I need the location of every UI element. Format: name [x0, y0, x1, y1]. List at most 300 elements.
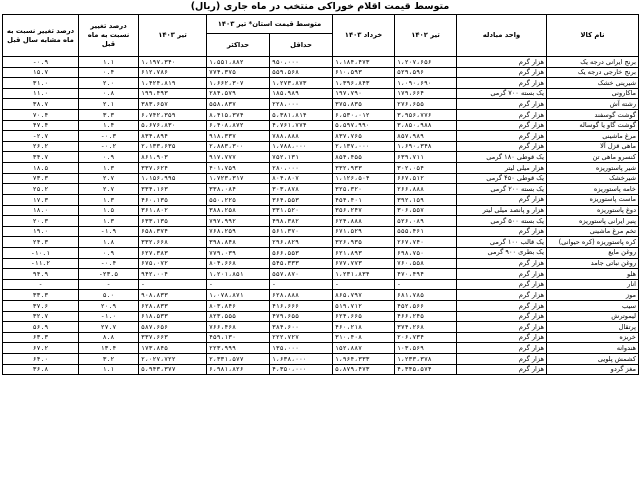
table-row — [3, 343, 639, 354]
cell-tir1403: ۶،۷۴۲،۳۵۹ — [139, 110, 207, 121]
cell-unit: هزار و پانصد میلی لیتر — [457, 205, 547, 216]
header-max: حداکثر — [207, 34, 270, 57]
cell-change-prev: ۱.۵ — [79, 205, 139, 216]
cell-name: خربزه — [547, 332, 639, 343]
cell-max: ۵۵۸،۸۳۷ — [207, 99, 270, 110]
cell-min: - — [270, 279, 333, 290]
cell-tir1403: ۸۳۴،۸۹۴ — [139, 131, 207, 142]
cell-tir1403: ۱۷۳،۸۴۵ — [139, 343, 207, 354]
cell-change-prev: ۲۰.۹ — [79, 301, 139, 312]
cell-unit: یک قوطی ۱۸۰ گرمی — [457, 152, 547, 163]
cell-max: ۸۰۳،۸۴۶ — [207, 301, 270, 312]
cell-name: لیموترش — [547, 311, 639, 322]
cell-change-prev: ۸.۸ — [79, 332, 139, 343]
cell-name: برنج خارجی درجه یک — [547, 67, 639, 78]
cell-change-year: ۶۳.۳ — [3, 332, 79, 343]
table-row — [3, 57, 639, 68]
cell-khordad1403: ۱۵۲،۸۸۷ — [333, 343, 395, 354]
cell-tir1402: ۵۵۵،۴۶۱ — [395, 226, 457, 237]
cell-change-prev: ۲۷.۷ — [79, 322, 139, 333]
cell-khordad1403: ۸۶۵،۷۹۷ — [333, 290, 395, 301]
cell-max: ۵۵۰،۲۲۵ — [207, 194, 270, 205]
cell-change-year: ۳۲.۷ — [3, 311, 79, 322]
cell-change-year: ۳۳.۳ — [3, 290, 79, 301]
cell-max: ۴۰۱،۷۵۹ — [207, 163, 270, 174]
cell-unit: هزار گرم — [457, 67, 547, 78]
cell-khordad1403: ۳۲۶،۹۳۵ — [333, 237, 395, 248]
cell-tir1402: ۴۷۰،۴۹۴ — [395, 269, 457, 280]
cell-min: ۹۵۰،۰۰۰ — [270, 57, 333, 68]
cell-min: ۴،۳۵۰،۰۰۰ — [270, 364, 333, 375]
cell-khordad1403: ۱،۹۶۴،۳۳۳ — [333, 354, 395, 365]
cell-change-year: ۵۶.۹ — [3, 322, 79, 333]
cell-tir1403: ۸۶۱،۹۰۳ — [139, 152, 207, 163]
cell-max: ۷۶۸،۲۵۹ — [207, 226, 270, 237]
cell-tir1402: ۱،۲۳۳،۳۷۸ — [395, 354, 457, 365]
cell-min: ۱،۷۸۸،۰۰۰ — [270, 141, 333, 152]
cell-tir1403: ۶۷۵،۰۷۲ — [139, 258, 207, 269]
header-min: حداقل — [270, 34, 333, 57]
cell-change-prev: ۱.۱ — [79, 364, 139, 375]
cell-max: ۲۲۳،۹۹۹ — [207, 343, 270, 354]
cell-change-year: ۶۷.۲ — [3, 343, 79, 354]
cell-max: ۸،۴۱۵،۳۷۴ — [207, 110, 270, 121]
cell-tir1402: ۱،۰۹۰،۶۹۰ — [395, 78, 457, 89]
cell-name: مغز گردو — [547, 364, 639, 375]
cell-khordad1403: ۵،۸۷۹،۴۷۳ — [333, 364, 395, 375]
cell-change-year: ۹۴.۹ — [3, 269, 79, 280]
cell-tir1403: ۱،۴۲۴،۸۱۹ — [139, 78, 207, 89]
cell-change-year: ۷۳.۳ — [3, 173, 79, 184]
cell-unit: هزار گرم — [457, 332, 547, 343]
cell-tir1402: ۲۷۶،۶۵۵ — [395, 99, 457, 110]
cell-name: کره پاستوریزه (کره حیوانی) — [547, 237, 639, 248]
cell-khordad1403: ۶۲۱،۸۹۳ — [333, 247, 395, 258]
cell-tir1402: ۳۰۲،۰۵۴ — [395, 163, 457, 174]
cell-change-prev: ۱۳.۴ — [79, 343, 139, 354]
cell-change-year: ۲۴.۳ — [3, 237, 79, 248]
cell-tir1402: ۱،۲۰۷،۶۵۶ — [395, 57, 457, 68]
cell-change-prev: ۱.۳ — [79, 194, 139, 205]
cell-max: ۳۸۸،۲۵۸ — [207, 205, 270, 216]
cell-unit: هزار گرم — [457, 311, 547, 322]
table-row — [3, 269, 639, 280]
cell-tir1402: ۸۵۷،۹۸۹ — [395, 131, 457, 142]
cell-unit: یک بسته ۲۰۰ گرمی — [457, 184, 547, 195]
cell-tir1403: ۶۲۷،۳۸۳ — [139, 247, 207, 258]
cell-change-year: ۷۰.۴ — [3, 110, 79, 121]
header-khordad1403: خرداد ۱۴۰۳ — [333, 15, 395, 57]
cell-min: ۴۷۹،۶۵۵ — [270, 311, 333, 322]
cell-min: ۱۳۵،۰۰۰ — [270, 343, 333, 354]
cell-max: ۹۱۷،۷۷۷ — [207, 152, 270, 163]
cell-unit: هزار گرم — [457, 279, 547, 290]
cell-name: گوشت گاو یا گوساله — [547, 120, 639, 131]
cell-name: برنج ایرانی درجه یک — [547, 57, 639, 68]
cell-change-year: ۱۹.۰ — [3, 226, 79, 237]
cell-change-prev: ۱.۳ — [79, 163, 139, 174]
table-row — [3, 88, 639, 99]
cell-max: ۲۸۴،۵۷۹ — [207, 88, 270, 99]
cell-change-year: ۳۶.۸ — [3, 364, 79, 375]
cell-name: مرغ ماشینی — [547, 131, 639, 142]
cell-change-prev: ۵.۰ — [79, 290, 139, 301]
cell-change-year: ۲۶.۲ — [3, 141, 79, 152]
cell-khordad1403: ۳۳۲،۹۳۳ — [333, 163, 395, 174]
cell-name: هندوانه — [547, 343, 639, 354]
cell-change-year: ۳۴.۷ — [3, 152, 79, 163]
cell-name: ماکارونی — [547, 88, 639, 99]
cell-change-year: ۱۱.۰ — [3, 88, 79, 99]
price-table — [2, 14, 639, 375]
cell-khordad1403: ۱۹۷،۷۹۰ — [333, 88, 395, 99]
cell-khordad1403: ۳۱۰،۴۰۸ — [333, 332, 395, 343]
cell-tir1403: ۲،۰۲۷،۷۲۲ — [139, 354, 207, 365]
table-row — [3, 131, 639, 142]
cell-unit: هزار گرم — [457, 194, 547, 205]
cell-change-year: ۶۴.۰ — [3, 354, 79, 365]
table-row — [3, 78, 639, 89]
cell-unit: هزار گرم — [457, 322, 547, 333]
cell-tir1403: ۳۳۷،۶۲۴ — [139, 163, 207, 174]
cell-change-prev: -۰.۴ — [79, 258, 139, 269]
cell-khordad1403: ۴۶۰،۲۱۸ — [333, 322, 395, 333]
cell-unit: هزار گرم — [457, 99, 547, 110]
cell-change-prev: - — [79, 279, 139, 290]
table-row — [3, 258, 639, 269]
cell-unit: هزار گرم — [457, 120, 547, 131]
cell-tir1402: ۳،۸۵۰،۹۸۸ — [395, 120, 457, 131]
cell-name: ماست پاستوریزه — [547, 194, 639, 205]
cell-khordad1403: ۶۷۱،۵۲۹ — [333, 226, 395, 237]
cell-change-year: ۱۸.۵ — [3, 163, 79, 174]
cell-change-prev: -۱.۰ — [79, 311, 139, 322]
cell-min: ۲۲۸،۰۰۰ — [270, 99, 333, 110]
cell-min: ۴۹۸،۳۸۲ — [270, 216, 333, 227]
cell-min: ۲۲۲،۷۲۷ — [270, 332, 333, 343]
cell-khordad1403: ۳۵۶،۲۴۷ — [333, 205, 395, 216]
cell-max: ۷۷۴،۳۷۵ — [207, 67, 270, 78]
cell-khordad1403: ۱،۱۲۶،۵۰۴ — [333, 173, 395, 184]
cell-tir1402: ۲۰۶،۷۳۴ — [395, 332, 457, 343]
table-row — [3, 279, 639, 290]
cell-tir1402: - — [395, 279, 457, 290]
cell-tir1402: ۱۰۳،۵۶۹ — [395, 343, 457, 354]
cell-tir1403: ۱،۱۹۷،۳۴۰ — [139, 57, 207, 68]
cell-min: ۵۶۱،۳۷۰ — [270, 226, 333, 237]
cell-name: تخم مرغ ماشینی — [547, 226, 639, 237]
table-row — [3, 67, 639, 78]
cell-tir1403: ۴۶۰،۱۳۵ — [139, 194, 207, 205]
table-row — [3, 173, 639, 184]
cell-change-prev: -۰.۲ — [79, 141, 139, 152]
cell-tir1403: ۶۲۸،۸۳۳ — [139, 301, 207, 312]
cell-change-year: -۰.۹ — [3, 57, 79, 68]
cell-min: ۵۵۷،۸۷۰ — [270, 269, 333, 280]
cell-min: ۷۵۲،۱۳۱ — [270, 152, 333, 163]
cell-tir1402: ۴۵۲،۵۶۶ — [395, 301, 457, 312]
cell-change-year: ۲۵.۲ — [3, 184, 79, 195]
cell-tir1403: ۶۵۸،۳۷۴ — [139, 226, 207, 237]
cell-khordad1403: ۵،۵۹۷،۹۹۰ — [333, 120, 395, 131]
cell-tir1402: ۱۷۹،۶۶۴ — [395, 88, 457, 99]
cell-name: ماهی قزل آلا — [547, 141, 639, 152]
cell-unit: هزار گرم — [457, 354, 547, 365]
cell-unit: هزار گرم — [457, 78, 547, 89]
cell-tir1403: ۵،۶۷۶،۸۳۰ — [139, 120, 207, 131]
cell-tir1402: ۶۳۹،۷۱۱ — [395, 152, 457, 163]
cell-tir1402: ۷۶۰،۵۵۸ — [395, 258, 457, 269]
page-title: متوسط قیمت اقلام خوراکی منتخب در ماه جاری (ریال) — [190, 1, 450, 12]
table-row — [3, 205, 639, 216]
cell-name: کشمش پلویی — [547, 354, 639, 365]
table-row — [3, 141, 639, 152]
cell-min: ۱،۲۷۳،۸۷۳ — [270, 78, 333, 89]
cell-change-year: ۲۰.۳ — [3, 216, 79, 227]
table-row — [3, 332, 639, 343]
cell-name: پرتقال — [547, 322, 639, 333]
header-name: نام کالا — [547, 15, 639, 57]
cell-name: هلو — [547, 269, 639, 280]
cell-unit: هزار گرم — [457, 141, 547, 152]
cell-name: گوشت گوسفند — [547, 110, 639, 121]
table-row — [3, 110, 639, 121]
cell-tir1403: ۵۸۷،۶۵۶ — [139, 322, 207, 333]
cell-change-prev: -۰.۳ — [79, 131, 139, 142]
cell-change-year: ۳۷.۶ — [3, 301, 79, 312]
cell-tir1403: ۶۱۲،۷۸۶ — [139, 67, 207, 78]
cell-khordad1403: ۶۲۴،۸۸۸ — [333, 216, 395, 227]
cell-min: ۵۴۵،۳۳۳ — [270, 258, 333, 269]
cell-change-prev: ۱.۸ — [79, 237, 139, 248]
cell-name: روغن نباتی جامد — [547, 258, 639, 269]
cell-name: شیرینی خشک — [547, 78, 639, 89]
table-row — [3, 99, 639, 110]
cell-max: ۱،۵۵۱،۸۸۲ — [207, 57, 270, 68]
cell-name: خامه پاستوریزه — [547, 184, 639, 195]
cell-change-prev: -۲۳.۵ — [79, 269, 139, 280]
cell-max: ۲،۸۸۳،۳۰۰ — [207, 141, 270, 152]
cell-max: ۶،۹۸۱،۸۲۶ — [207, 364, 270, 375]
cell-name: انار — [547, 279, 639, 290]
cell-khordad1403: - — [333, 279, 395, 290]
table-row — [3, 216, 639, 227]
cell-khordad1403: ۱،۲۳۱،۸۳۴ — [333, 269, 395, 280]
cell-unit: هزار گرم — [457, 131, 547, 142]
cell-name: دوغ پاستوریزه — [547, 205, 639, 216]
cell-min: ۲۸۰،۰۰۰ — [270, 163, 333, 174]
cell-change-prev: ۳.۲ — [79, 354, 139, 365]
cell-max: - — [207, 279, 270, 290]
cell-change-year: ۳۸.۷ — [3, 99, 79, 110]
cell-unit: هزار گرم — [457, 301, 547, 312]
cell-tir1402: ۳۰۶،۵۵۷ — [395, 205, 457, 216]
cell-change-prev: ۲.۷ — [79, 173, 139, 184]
cell-min: ۳۶۴،۵۵۳ — [270, 194, 333, 205]
cell-max: ۳۹۸،۸۴۸ — [207, 237, 270, 248]
cell-tir1402: ۶۶۷،۵۱۲ — [395, 173, 457, 184]
table-row — [3, 354, 639, 365]
cell-min: ۳۰۳،۸۷۸ — [270, 184, 333, 195]
cell-change-year: -۲.۷ — [3, 131, 79, 142]
header-unit: واحد مبادله — [457, 15, 547, 57]
cell-name: رشته آش — [547, 99, 639, 110]
cell-change-year: ۳۱.۰ — [3, 78, 79, 89]
cell-tir1403: ۱،۱۵۶،۹۹۵ — [139, 173, 207, 184]
cell-min: ۳۳۱،۵۲۰ — [270, 205, 333, 216]
cell-min: ۱،۶۳۸،۰۰۰ — [270, 354, 333, 365]
table-row — [3, 184, 639, 195]
cell-min: ۳۸۴،۶۰۰ — [270, 322, 333, 333]
cell-khordad1403: ۴۵۴،۴۰۱ — [333, 194, 395, 205]
header-province-group: متوسط قیمت استان* تیر ۱۴۰۳ — [207, 15, 333, 34]
cell-khordad1403: ۳۷۵،۸۳۵ — [333, 99, 395, 110]
cell-tir1403: ۲،۱۳۳،۶۳۵ — [139, 141, 207, 152]
cell-tir1403: ۳۳۴،۱۶۳ — [139, 184, 207, 195]
header-tir1403: تیر ۱۴۰۳ — [139, 15, 207, 57]
cell-khordad1403: ۱،۳۹۶،۸۴۳ — [333, 78, 395, 89]
cell-max: ۹۱۸،۳۳۷ — [207, 131, 270, 142]
cell-khordad1403: ۶۱۰،۵۹۳ — [333, 67, 395, 78]
cell-change-prev: ۳.۳ — [79, 110, 139, 121]
header-change-prev: درصد تغییر نسبت به ماه قبل — [79, 15, 139, 57]
cell-change-year: -۱۱.۲ — [3, 258, 79, 269]
cell-max: ۳۳۸،۰۸۴ — [207, 184, 270, 195]
cell-tir1402: ۵۲۹،۵۹۶ — [395, 67, 457, 78]
cell-name: روغن مایع — [547, 247, 639, 258]
cell-tir1402: ۵۲۶،۰۸۹ — [395, 216, 457, 227]
cell-unit: هزار گرم — [457, 343, 547, 354]
cell-tir1402: ۳،۹۵۶،۷۷۶ — [395, 110, 457, 121]
cell-min: ۱۸۵،۹۸۹ — [270, 88, 333, 99]
cell-max: ۱،۶۶۲،۳۰۷ — [207, 78, 270, 89]
table-row — [3, 152, 639, 163]
table-row — [3, 322, 639, 333]
cell-max: ۱،۲۰۱،۸۵۱ — [207, 269, 270, 280]
table-row — [3, 226, 639, 237]
cell-min: ۴،۷۶۱،۷۷۴ — [270, 120, 333, 131]
cell-unit: هزار گرم — [457, 57, 547, 68]
cell-name: شیر پاستوریزه — [547, 163, 639, 174]
cell-unit: هزار گرم — [457, 110, 547, 121]
cell-max: ۸۲۳،۵۵۵ — [207, 311, 270, 322]
cell-change-prev: ۱.۱ — [79, 57, 139, 68]
cell-max: ۷۶۶،۴۶۸ — [207, 322, 270, 333]
cell-tir1402: ۲۶۶،۸۸۸ — [395, 184, 457, 195]
cell-unit: یک بطری ۹۰۰ گرمی — [457, 247, 547, 258]
table-row — [3, 301, 639, 312]
table-row — [3, 311, 639, 322]
cell-change-prev: ۱.۳ — [79, 216, 139, 227]
cell-tir1402: ۶۹۸،۷۵۰ — [395, 247, 457, 258]
cell-change-year: -۱۰.۱ — [3, 247, 79, 258]
cell-khordad1403: ۶۷۷،۷۷۳ — [333, 258, 395, 269]
cell-tir1402: ۱،۶۹۰،۳۴۸ — [395, 141, 457, 152]
cell-max: ۶،۴۰۸،۸۷۲ — [207, 120, 270, 131]
cell-unit: یک بسته ۵۰۰ گرمی — [457, 216, 547, 227]
cell-khordad1403: ۵۱۹،۷۱۲ — [333, 301, 395, 312]
cell-change-prev: ۲.۰ — [79, 78, 139, 89]
cell-unit: یک بسته ۷۰۰ گرمی — [457, 88, 547, 99]
cell-min: ۷۸۸،۸۸۸ — [270, 131, 333, 142]
cell-max: ۴۵۹،۱۳۰ — [207, 332, 270, 343]
cell-tir1403: ۱۹۹،۴۹۳ — [139, 88, 207, 99]
cell-tir1403: ۳۸۳،۶۵۷ — [139, 99, 207, 110]
table-row — [3, 163, 639, 174]
cell-min: ۸۰۴،۸۰۷ — [270, 173, 333, 184]
cell-tir1402: ۳۹۲،۱۵۹ — [395, 194, 457, 205]
cell-khordad1403: ۲،۱۳۷،۰۰۰ — [333, 141, 395, 152]
cell-tir1403: ۳۳۲،۶۶۸ — [139, 237, 207, 248]
cell-name: موز — [547, 290, 639, 301]
cell-tir1403: ۹۰۸،۸۳۳ — [139, 290, 207, 301]
table-row — [3, 247, 639, 258]
cell-max: ۲،۳۳۱،۵۷۷ — [207, 354, 270, 365]
table-row — [3, 237, 639, 248]
cell-min: ۶۲۸،۸۸۸ — [270, 290, 333, 301]
cell-tir1403: ۶۳۳،۱۳۵ — [139, 216, 207, 227]
cell-tir1403: ۳۶۱،۸۰۲ — [139, 205, 207, 216]
cell-tir1402: ۲۶۷،۷۴۰ — [395, 237, 457, 248]
cell-unit: هزار گرم — [457, 290, 547, 301]
cell-tir1403: ۹۴۲،۰۰۴ — [139, 269, 207, 280]
table-row — [3, 120, 639, 131]
cell-change-year: ۴۷.۴ — [3, 120, 79, 131]
cell-unit: هزار گرم — [457, 258, 547, 269]
cell-unit: یک قالب ۱۰۰ گرمی — [457, 237, 547, 248]
cell-name: سیب — [547, 301, 639, 312]
cell-max: ۷۹۷،۹۹۲ — [207, 216, 270, 227]
table-row — [3, 290, 639, 301]
cell-tir1403: ۶۱۸،۵۳۳ — [139, 311, 207, 322]
cell-min: ۴۱۶،۶۶۶ — [270, 301, 333, 312]
cell-change-prev: ۰.۴ — [79, 67, 139, 78]
cell-tir1402: ۴،۳۴۵،۵۷۴ — [395, 364, 457, 375]
cell-min: ۵۵۹،۵۶۸ — [270, 67, 333, 78]
cell-change-prev: ۰.۹ — [79, 152, 139, 163]
cell-tir1403: - — [139, 279, 207, 290]
cell-tir1403: ۵،۹۴۳،۳۷۷ — [139, 364, 207, 375]
cell-change-year: ۱۷.۳ — [3, 194, 79, 205]
cell-min: ۵۶۶،۵۵۳ — [270, 247, 333, 258]
cell-unit: هزار گرم — [457, 226, 547, 237]
cell-khordad1403: ۱،۱۸۴،۴۷۳ — [333, 57, 395, 68]
header-change-year: درصد تغییر نسبت به ماه مشابه سال قبل — [3, 15, 79, 57]
cell-name: کنسرو ماهی تن — [547, 152, 639, 163]
table-row — [3, 364, 639, 375]
cell-name: شیرخشک — [547, 173, 639, 184]
cell-khordad1403: ۳۲۵،۳۲۰ — [333, 184, 395, 195]
cell-tir1402: ۳۷۴،۲۶۸ — [395, 322, 457, 333]
cell-change-prev: -۱.۹ — [79, 226, 139, 237]
cell-min: ۵،۳۸۱،۸۱۴ — [270, 110, 333, 121]
table-row — [3, 194, 639, 205]
cell-change-year: ۱۸.۰ — [3, 205, 79, 216]
cell-unit: یک قوطی ۴۵۰ گرمی — [457, 173, 547, 184]
cell-change-year: ۱۵.۷ — [3, 67, 79, 78]
cell-change-prev: ۰.۸ — [79, 88, 139, 99]
cell-khordad1403: ۶۲۴،۶۶۵ — [333, 311, 395, 322]
cell-change-year: - — [3, 279, 79, 290]
cell-change-prev: ۲.۷ — [79, 184, 139, 195]
cell-unit: هزار گرم — [457, 364, 547, 375]
cell-change-prev: ۰.۹ — [79, 247, 139, 258]
cell-min: ۲۹۶،۸۲۹ — [270, 237, 333, 248]
cell-khordad1403: ۸۳۷،۷۶۵ — [333, 131, 395, 142]
cell-max: ۸۰۴،۶۶۸ — [207, 258, 270, 269]
cell-tir1403: ۳۳۷،۶۶۳ — [139, 332, 207, 343]
cell-name: پنیر ایرانی پاستوریزه — [547, 216, 639, 227]
